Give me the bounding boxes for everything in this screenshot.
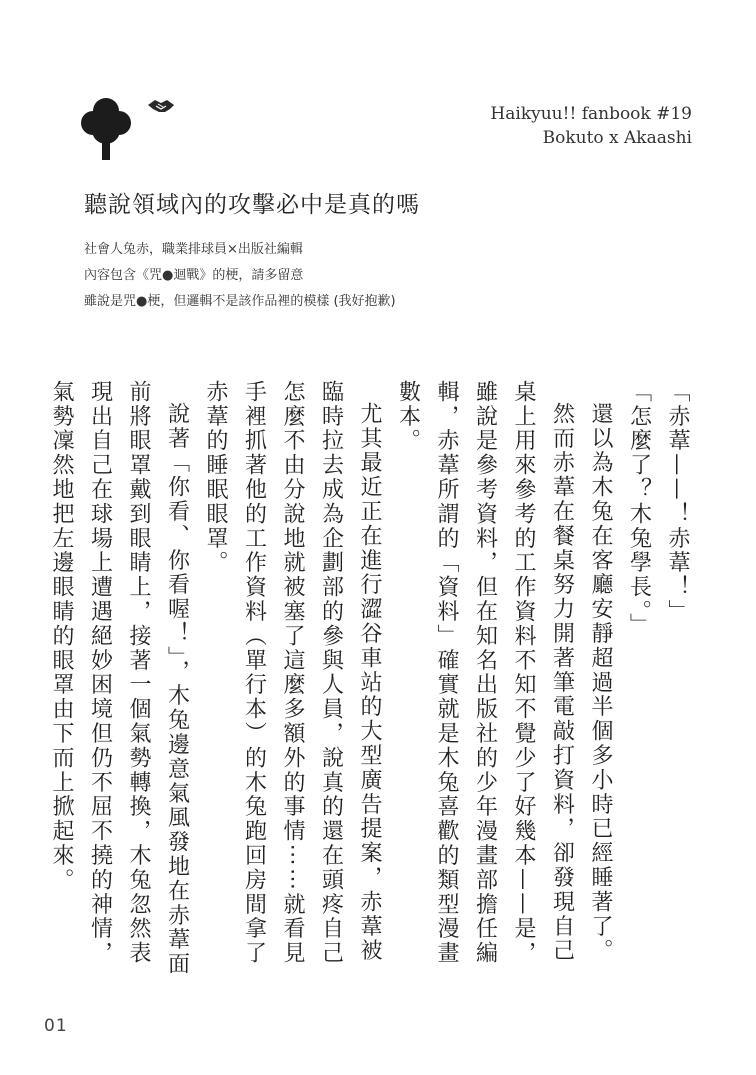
note-line: 雖說是咒●梗，但邏輯不是該作品裡的模樣 (我好抱歉) <box>84 294 396 309</box>
note-line: 內容包含《咒●迴戰》的梗，請多留意 <box>84 268 304 283</box>
page-number: 01 <box>44 1016 68 1036</box>
handshake-icon <box>146 96 176 116</box>
body-paragraph: 說著「你看、你看喔！」，木兔邊意氣風發地在赤葦面前將眼罩戴到眼睛上，接著一個氣勢轉換，木兔忽然表現出自己在球場上遭遇絕妙困境但仍不屈不撓的神情，氣勢凜然地把左邊眼睛的眼罩由下而上掀起來。 <box>49 380 190 977</box>
dialogue-paragraph: 「怎麼了？木兔學長。」 <box>626 380 652 638</box>
story-body <box>49 380 696 980</box>
note-line: 社會人兔赤，職業排球員×出版社編輯 <box>84 242 303 257</box>
book-title <box>490 102 692 150</box>
story-title: 聽說領域內的攻擊必中是真的嗎 <box>84 192 420 218</box>
dialogue-paragraph: 「赤葦——！赤葦！」 <box>665 380 690 624</box>
body-paragraph: 還以為木兔在客廳安靜超過半個多小時已經睡著了。 <box>588 402 613 964</box>
tree-logo-icon <box>80 96 132 162</box>
pairing-line: Bokuto x Akaashi <box>542 128 692 148</box>
body-paragraph: 尤其最近正在進行澀谷車站的大型廣告提案，赤葦被臨時拉去成為企劃部的參與人員，說真的還在頭疼自己怎麼不由分說地就被塞了這麼多額外的事情⋯⋯就看見手裡抓著他的工作資料（單行本）的木兔跑回房間拿了赤葦的睡眠眼罩。 <box>203 380 382 966</box>
content-notes <box>84 237 396 315</box>
body-paragraph: 然而赤葦在餐桌努力開著筆電敲打資料，卻發現自己桌上用來參考的工作資料不知不覺少了好幾本——是，雖說是參考資料，但在知名出版社的少年漫畫部擔任編輯，赤葦所謂的「資料」確實就是木兔喜歡的類型漫畫數本。 <box>395 380 575 966</box>
fanbook-line: Haikyuu!! fanbook #19 <box>490 104 692 124</box>
